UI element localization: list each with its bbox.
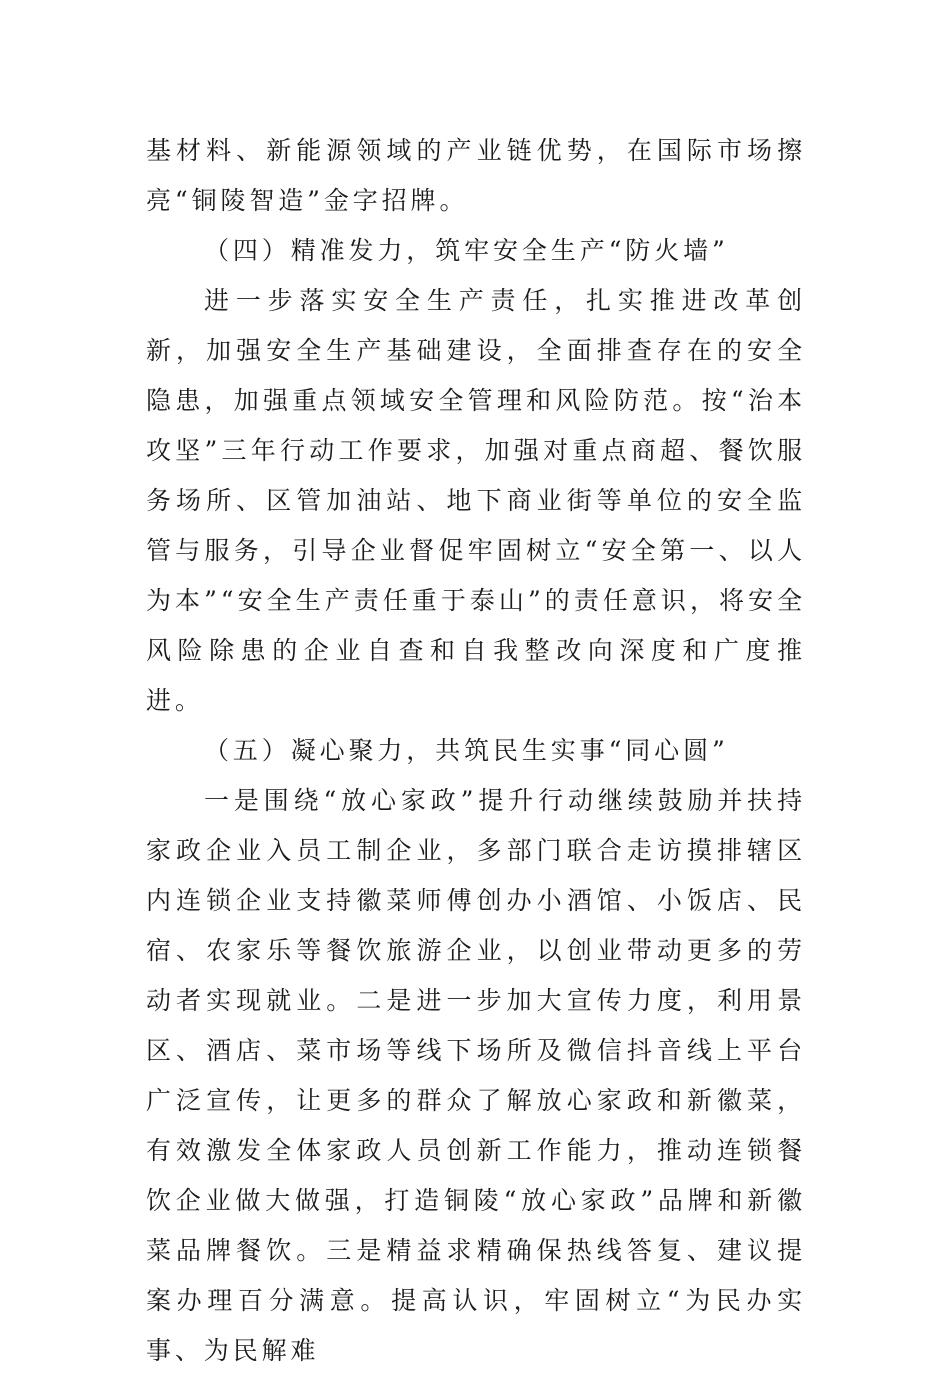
paragraph-livelihood: 一是围绕“放心家政”提升行动继续鼓励并扶持家政企业入员工制企业，多部门联合走访摸排辖区内连锁企业支持徽菜师傅创办小酒馆、小饭店、民宿、农家乐等餐饮旅游企业，以创业带动更多的劳动者实现就业。二是进一步加大宣传力度，利用景区、酒店、菜市场等线下场所及微信抖音线上平台广泛宣传，让更多的群众了解放心家政和新徽菜，有效激发全体家政人员创新工作能力，推动连锁餐饮企业做大做强，打造铜陵“放心家政”品牌和新徽菜品牌餐饮。三是精益求精确保热线答复、建议提案办理百分满意。提高认识，牢固树立“为民办实事、为民解难 xyxy=(146,786,806,1365)
section-heading-5: （五）凝心聚力，共筑民生实事“同心圆” xyxy=(204,736,729,765)
section-heading-4: （四）精准发力，筑牢安全生产“防火墙” xyxy=(204,236,729,265)
document-body xyxy=(146,126,806,1376)
paragraph-safety: 进一步落实安全生产责任，扎实推进改革创新，加强安全生产基础建设，全面排查存在的安全隐患，加强重点领域安全管理和风险防范。按“治本攻坚”三年行动工作要求，加强对重点商超、餐饮服务场所、区管加油站、地下商业街等单位的安全监管与服务，引导企业督促牢固树立“安全第一、以人为本”“安全生产责任重于泰山”的责任意识，将安全风险除患的企业自查和自我整改向深度和广度推进。 xyxy=(146,286,806,715)
paragraph-continuation: 基材料、新能源领域的产业链优势，在国际市场擦亮“铜陵智造”金字招牌。 xyxy=(146,136,806,215)
